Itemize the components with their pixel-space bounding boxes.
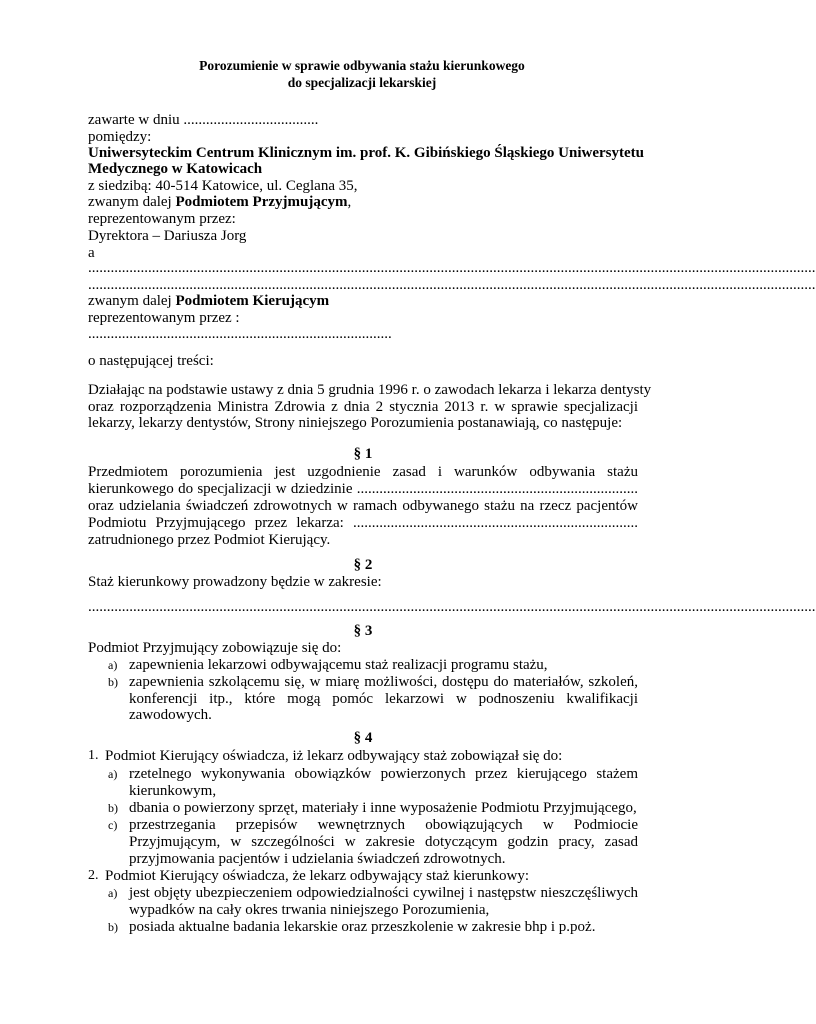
s1-line-3: oraz udzielania świadczeń zdrowotnych w ramach odbywanego stażu na rzecz pacjentów — [88, 498, 638, 514]
s4-item-c-line-1: przestrzegania przepisów wewnętrznych obowiązujących w Podmiocie — [129, 817, 638, 833]
s4-item-a-line-2: kierunkowym, — [129, 783, 217, 799]
s1-line-5: zatrudnionego przez Podmiot Kierujący. — [88, 532, 331, 548]
section-3-heading: § 3 — [353, 623, 373, 639]
zwanym-kierujacym-line — [88, 292, 638, 310]
siedziba-line: z siedzibą: 40-514 Katowice, ul. Ceglana 35, — [88, 178, 358, 194]
list-marker-a: a) — [108, 767, 118, 781]
zwanym-prefix: zwanym dalej — [88, 194, 176, 210]
s3-line-1: Podmiot Przyjmujący zobowiązuje się do: — [88, 640, 342, 656]
section-2-heading: § 2 — [353, 557, 373, 573]
dotted-line-1: .................................................................................................................................................................................................. — [88, 260, 816, 276]
s3-item-a: zapewnienia lekarzowi odbywającemu staż realizacji programu stażu, — [129, 657, 548, 673]
s4-item-a-line-1: rzetelnego wykonywania obowiązków powierzonych przez kierującego stażem — [129, 766, 638, 782]
director-line: Dyrektora – Dariusza Jorg — [88, 228, 247, 244]
intro-line-3: lekarzy, lekarzy dentystów, Strony niniejszego Porozumienia postanawiają, co następuje: — [88, 415, 623, 431]
intro-line-2: oraz rozporządzenia Ministra Zdrowia z dnia 2 stycznia 2013 r. w sprawie specjalizacji — [88, 399, 638, 415]
list-marker-b: b) — [108, 675, 118, 689]
reprezentowanym-line-1: reprezentowanym przez: — [88, 211, 236, 227]
s3-item-b-line-3: zawodowych. — [129, 707, 212, 723]
document-title-line-1: Porozumienie w sprawie odbywania stażu kierunkowego — [199, 58, 525, 73]
s4-item-b: dbania o powierzony sprzęt, materiały i inne wyposażenie Podmiotu Przyjmującego, — [129, 800, 637, 816]
dotted-line-short: ................................................................................. — [88, 326, 392, 342]
s3-item-b-line-2: konferencji itp., które mogą pomóc lekarzowi w podnoszeniu kwalifikacji — [129, 691, 638, 707]
entity-name-line-1: Uniwersyteckim Centrum Klinicznym im. prof. K. Gibińskiego Śląskiego Uniwersytetu — [88, 145, 644, 161]
section-4-heading: § 4 — [353, 730, 373, 746]
list-marker-a: a) — [108, 658, 118, 672]
list-marker-1: 1. — [88, 748, 99, 763]
zwanym-suffix: , — [347, 194, 352, 210]
podmiot-kierujacy-bold: Podmiotem Kierującym — [175, 293, 330, 309]
list-marker-b: b) — [108, 801, 118, 815]
list-marker-c: c) — [108, 818, 118, 832]
a-line: a — [88, 245, 95, 261]
s4-point-1: Podmiot Kierujący oświadcza, iż lekarz odbywający staż zobowiązał się do: — [105, 748, 563, 764]
document-title-line-2: do specjalizacji lekarskiej — [287, 75, 437, 90]
s2-line-1: Staż kierunkowy prowadzony będzie w zakresie: — [88, 574, 382, 590]
reprezentowanym-line-2: reprezentowanym przez : — [88, 310, 240, 326]
zwanym-przyjmujacym-line — [88, 193, 638, 211]
s4-point-2: Podmiot Kierujący oświadcza, że lekarz odbywający staż kierunkowy: — [105, 868, 530, 884]
s4-point-2-item-a-line-1: jest objęty ubezpieczeniem odpowiedzialności cywilnej i następstw nieszczęśliwych — [129, 885, 638, 901]
list-marker-2: 2. — [88, 868, 99, 883]
s4-item-c-line-3: przyjmowania pacjentów i udzielania świadczeń zdrowotnych. — [129, 851, 506, 867]
pomiedzy-line: pomiędzy: — [88, 129, 152, 145]
s3-item-b-line-1: zapewnienia szkolącemu się, w miarę możliwości, dostępu do materiałów, szkoleń, — [129, 674, 638, 690]
s4-point-2-item-b: posiada aktualne badania lekarskie oraz przeszkolenie w zakresie bhp i p.poż. — [129, 919, 596, 935]
s4-point-2-item-a-line-2: wypadków na cały okres trwania niniejszego Porozumienia, — [129, 902, 490, 918]
entity-name-line-2: Medycznego w Katowicach — [88, 161, 263, 177]
list-marker-a: a) — [108, 886, 118, 900]
list-marker-b: b) — [108, 920, 118, 934]
podmiot-przyjmujacy-bold: Podmiotem Przyjmującym — [175, 194, 348, 210]
zwanym-prefix-2: zwanym dalej — [88, 293, 176, 309]
s4-item-c-line-2: Przyjmującym, w szczególności w zakresie dotyczącym godzin pracy, zasad — [129, 834, 638, 850]
s1-line-2: kierunkowego do specjalizacji w dziedzinie ........................................................................... — [88, 481, 638, 497]
s2-dotted-line: .................................................................................................................................................................................................. — [88, 599, 816, 615]
s1-line-4: Podmiotu Przyjmującego przez lekarza: ............................................................................ — [88, 515, 638, 531]
intro-line-1: Działając na podstawie ustawy z dnia 5 grudnia 1996 r. o zawodach lekarza i lekarza dentysty — [88, 382, 652, 398]
section-1-heading: § 1 — [353, 446, 373, 462]
dotted-line-2: .................................................................................................................................................................................................. — [88, 277, 816, 293]
tresci-line: o następującej treści: — [88, 353, 214, 369]
zawarte-line: zawarte w dniu .................................... — [88, 112, 319, 128]
s1-line-1: Przedmiotem porozumienia jest uzgodnienie zasad i warunków odbywania stażu — [88, 464, 638, 480]
